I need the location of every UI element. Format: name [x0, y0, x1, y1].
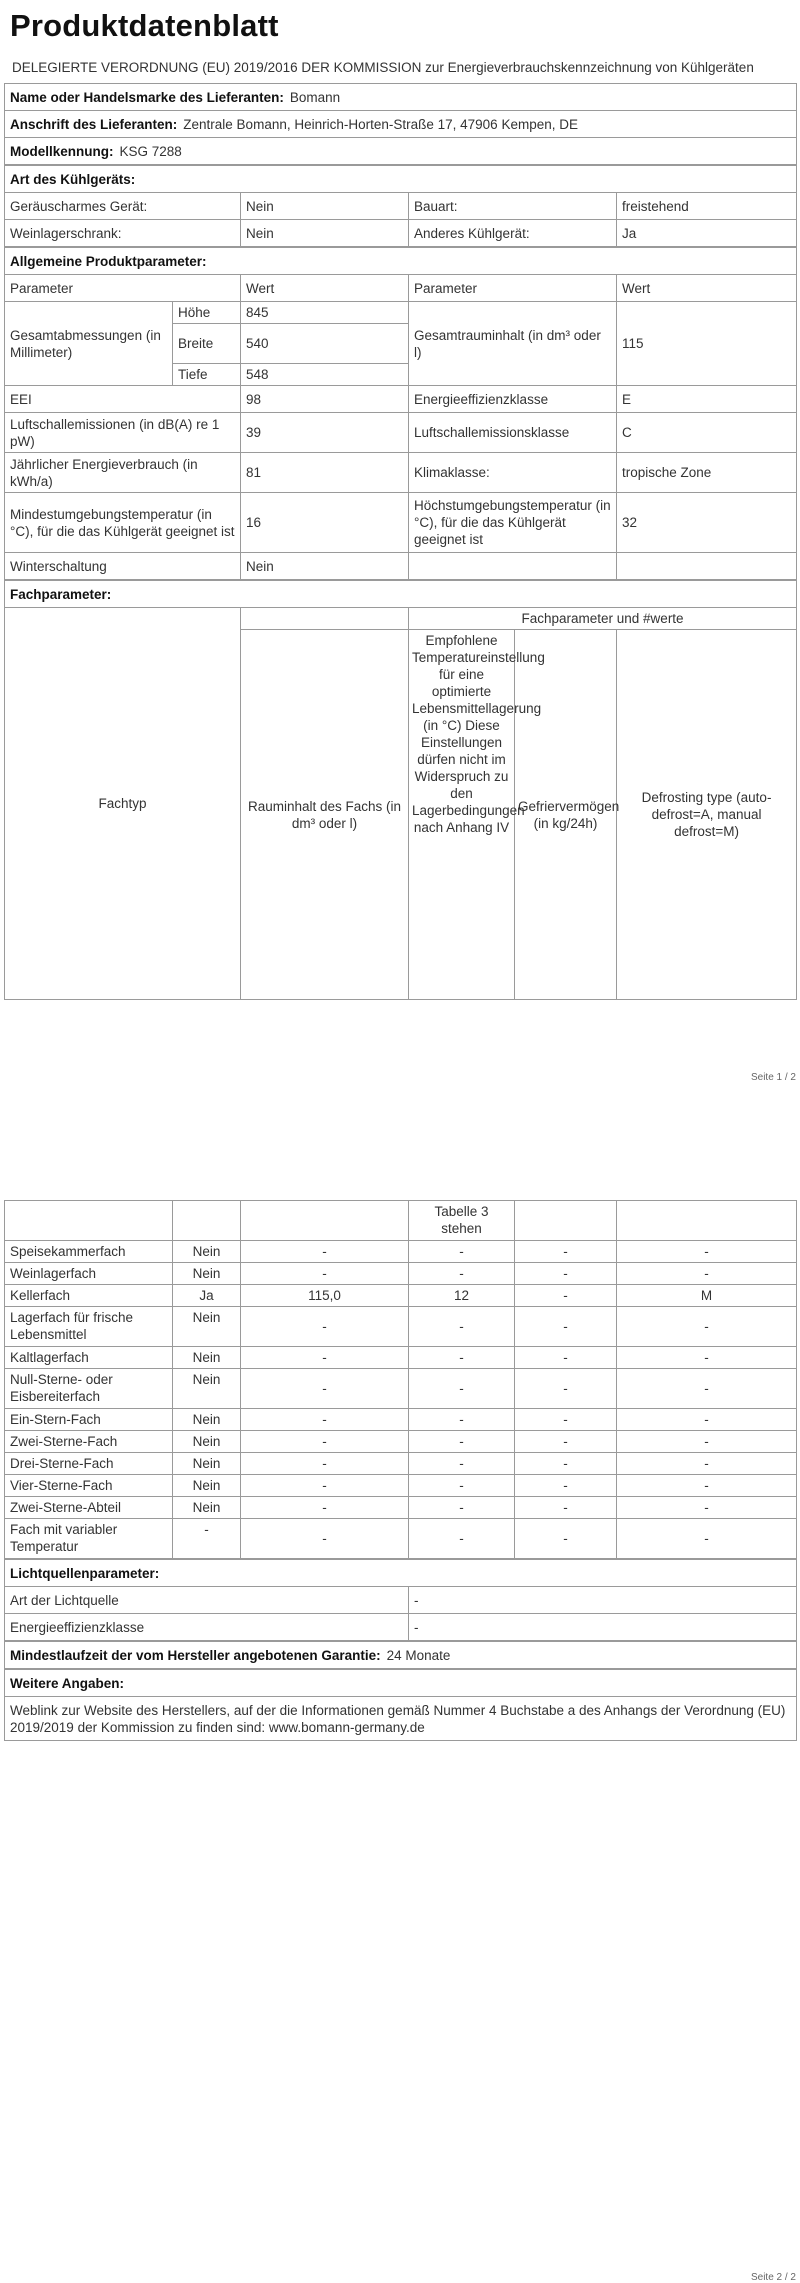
light-table [4, 1559, 797, 1641]
compartment-freeze: - [515, 1285, 617, 1307]
wine-label: Weinlagerschrank: [5, 220, 241, 247]
consumption-label: Jährlicher Energieverbrauch (in kWh/a) [5, 453, 241, 493]
cont-empty-2 [173, 1201, 241, 1241]
cont-empty-1 [5, 1201, 173, 1241]
height-value: 845 [241, 302, 409, 324]
table-row [5, 1431, 797, 1453]
page-1 [4, 0, 796, 1083]
compartment-present: - [173, 1519, 241, 1559]
col-volume: Rauminhalt des Fachs (in dm³ oder l) [241, 630, 409, 1000]
compartment-temp: - [409, 1453, 515, 1475]
climate-value: tropische Zone [617, 453, 797, 493]
compartment-freeze: - [515, 1307, 617, 1347]
compartment-volume: - [241, 1431, 409, 1453]
compartment-present: Nein [173, 1497, 241, 1519]
compartment-volume: - [241, 1241, 409, 1263]
eei-value: 98 [241, 386, 409, 413]
winter-empty-1 [409, 553, 617, 580]
compartment-temp: - [409, 1431, 515, 1453]
table-row [5, 1263, 797, 1285]
light-eclass-value: - [409, 1614, 797, 1641]
compartment-rows-table [4, 1200, 797, 1559]
width-value: 540 [241, 324, 409, 364]
noise-value: 39 [241, 413, 409, 453]
compartment-volume: - [241, 1307, 409, 1347]
eclass-value: E [617, 386, 797, 413]
warranty-label: Mindestlaufzeit der vom Hersteller angebotenen Garantie: [10, 1647, 381, 1663]
compartment-temp: - [409, 1347, 515, 1369]
compartment-temp: - [409, 1307, 515, 1347]
compartment-defrost: - [617, 1347, 797, 1369]
winter-value: Nein [241, 553, 409, 580]
quiet-label: Geräuscharmes Gerät: [5, 193, 241, 220]
compartment-type: Drei-Sterne-Fach [5, 1453, 173, 1475]
warranty-table [4, 1641, 797, 1669]
compartment-temp: - [409, 1475, 515, 1497]
col-group-header: Fachparameter und #werte [409, 608, 797, 630]
wine-value: Nein [241, 220, 409, 247]
compartment-rows [5, 1241, 797, 1559]
compartment-present: Nein [173, 1369, 241, 1409]
cont-empty-3 [241, 1201, 409, 1241]
compartment-freeze: - [515, 1475, 617, 1497]
winter-empty-2 [617, 553, 797, 580]
compartment-freeze: - [515, 1519, 617, 1559]
compartment-defrost: - [617, 1497, 797, 1519]
cont-empty-5 [617, 1201, 797, 1241]
table-row [5, 1307, 797, 1347]
col-fachtyp: Fachtyp [5, 608, 241, 1000]
volume-label: Gesamtrauminhalt (in dm³ oder l) [409, 302, 617, 386]
compartment-present: Nein [173, 1347, 241, 1369]
compartment-defrost: - [617, 1263, 797, 1285]
min-temp-label: Mindestumgebungstemperatur (in °C), für die das Kühlgerät geeignet ist [5, 493, 241, 553]
light-type-value: - [409, 1587, 797, 1614]
supplier-name-value: Bomann [289, 89, 341, 105]
compartment-freeze: - [515, 1241, 617, 1263]
noise-label: Luftschallemissionen (in dB(A) re 1 pW) [5, 413, 241, 453]
compartments-heading: Fachparameter: [5, 581, 797, 608]
model-row [5, 138, 797, 165]
compartment-defrost: - [617, 1431, 797, 1453]
consumption-value: 81 [241, 453, 409, 493]
compartment-volume: - [241, 1409, 409, 1431]
compartment-volume: - [241, 1475, 409, 1497]
compartment-volume: - [241, 1453, 409, 1475]
supplier-address-row [5, 111, 797, 138]
quiet-value: Nein [241, 193, 409, 220]
cont-empty-4 [515, 1201, 617, 1241]
compartment-volume: - [241, 1347, 409, 1369]
model-value: KSG 7288 [119, 143, 182, 159]
compartment-volume: - [241, 1369, 409, 1409]
device-type-heading: Art des Kühlgeräts: [5, 166, 797, 193]
climate-label: Klimaklasse: [409, 453, 617, 493]
dims-label: Gesamtabmessungen (in Millimeter) [5, 302, 173, 386]
further-heading: Weitere Angaben: [5, 1670, 797, 1697]
construction-value: freistehend [617, 193, 797, 220]
compartment-freeze: - [515, 1263, 617, 1285]
table-row [5, 1369, 797, 1409]
compartment-volume: - [241, 1263, 409, 1285]
document-subtitle: DELEGIERTE VERORDNUNG (EU) 2019/2016 DER KOMMISSION zur Energieverbrauchskennzeichnung von Kühlgeräten [12, 60, 754, 75]
compartment-freeze: - [515, 1497, 617, 1519]
light-type-label: Art der Lichtquelle [5, 1587, 409, 1614]
compartment-defrost: - [617, 1409, 797, 1431]
further-text: Weblink zur Website des Herstellers, auf der die Informationen gemäß Nummer 4 Buchstabe a des Anhangs der Verordnung (EU) 2019/2019 der Kommission zu finden sind: www.bomann-germany.de [5, 1697, 797, 1741]
warranty-value: 24 Monate [386, 1647, 451, 1663]
light-eclass-label: Energieeffizienzklasse [5, 1614, 409, 1641]
page-number-2: Seite 2 / 2 [750, 2272, 796, 2283]
table-row [5, 1409, 797, 1431]
col-defrost: Defrosting type (auto-defrost=A, manual defrost=M) [617, 630, 797, 1000]
depth-value: 548 [241, 364, 409, 386]
eclass-label: Energieeffizienzklasse [409, 386, 617, 413]
compartment-freeze: - [515, 1453, 617, 1475]
warranty-row [5, 1642, 797, 1669]
eei-label: EEI [5, 386, 241, 413]
col-freeze: Gefriervermögen (in kg/24h) [515, 630, 617, 1000]
depth-label: Tiefe [173, 364, 241, 386]
compartment-defrost: - [617, 1241, 797, 1263]
col-param-1: Parameter [5, 275, 241, 302]
table-row [5, 1347, 797, 1369]
page-2 [4, 1200, 796, 2283]
table-row [5, 1285, 797, 1307]
supplier-name-label: Name oder Handelsmarke des Lieferanten: [10, 89, 284, 105]
compartment-type: Lagerfach für frische Lebensmittel [5, 1307, 173, 1347]
table-row [5, 1241, 797, 1263]
supplier-table [4, 83, 797, 165]
compartment-temp: - [409, 1519, 515, 1559]
min-temp-value: 16 [241, 493, 409, 553]
other-label: Anderes Kühlgerät: [409, 220, 617, 247]
compartment-type: Fach mit variabler Temperatur [5, 1519, 173, 1559]
max-temp-value: 32 [617, 493, 797, 553]
max-temp-label: Höchstumgebungstemperatur (in °C), für die das Kühlgerät geeignet ist [409, 493, 617, 553]
device-type-table [4, 165, 797, 247]
compartment-freeze: - [515, 1431, 617, 1453]
compartment-defrost: - [617, 1307, 797, 1347]
width-label: Breite [173, 324, 241, 364]
compartment-volume: - [241, 1497, 409, 1519]
volume-value: 115 [617, 302, 797, 386]
table-row [5, 1475, 797, 1497]
col-temp: Empfohlene Temperatureinstellung für eine optimierte Lebensmittellagerung (in °C) Diese Einstellungen dürfen nicht im Widerspruch zu den Lagerbedingungen nach Anhang IV [409, 630, 515, 1000]
compartment-temp: - [409, 1369, 515, 1409]
compartment-type: Null-Sterne- oder Eisbereiterfach [5, 1369, 173, 1409]
compartment-present: Nein [173, 1263, 241, 1285]
supplier-name-row [5, 84, 797, 111]
model-label: Modellkennung: [10, 143, 114, 159]
supplier-address-value: Zentrale Bomann, Heinrich-Horten-Straße 17, 47906 Kempen, DE [183, 116, 578, 132]
compartment-present: Nein [173, 1453, 241, 1475]
compartment-freeze: - [515, 1369, 617, 1409]
col-value-1: Wert [241, 275, 409, 302]
compartment-temp: - [409, 1409, 515, 1431]
compartment-temp: - [409, 1497, 515, 1519]
winter-label: Winterschaltung [5, 553, 241, 580]
compartment-type: Kaltlagerfach [5, 1347, 173, 1369]
compartment-type: Speisekammerfach [5, 1241, 173, 1263]
compartment-header-table [4, 580, 797, 1000]
construction-label: Bauart: [409, 193, 617, 220]
further-info-table [4, 1669, 797, 1741]
compartment-type: Kellerfach [5, 1285, 173, 1307]
compartment-defrost: - [617, 1369, 797, 1409]
light-heading: Lichtquellenparameter: [5, 1560, 797, 1587]
compartment-present: Ja [173, 1285, 241, 1307]
col-temp-cont: Tabelle 3 stehen [409, 1201, 515, 1241]
compartment-present: Nein [173, 1409, 241, 1431]
compartment-volume: 115,0 [241, 1285, 409, 1307]
compartment-defrost: M [617, 1285, 797, 1307]
supplier-address-label: Anschrift des Lieferanten: [10, 116, 178, 132]
compartment-temp: - [409, 1263, 515, 1285]
compartment-type: Vier-Sterne-Fach [5, 1475, 173, 1497]
general-parameters-table [4, 247, 797, 580]
compartment-present: Nein [173, 1307, 241, 1347]
compartment-present: Nein [173, 1431, 241, 1453]
table-row [5, 1497, 797, 1519]
compartment-defrost: - [617, 1453, 797, 1475]
height-label: Höhe [173, 302, 241, 324]
compartment-present: Nein [173, 1241, 241, 1263]
page-number-1: Seite 1 / 2 [750, 1072, 796, 1083]
col-param-2: Parameter [409, 275, 617, 302]
compartment-freeze: - [515, 1409, 617, 1431]
table-row [5, 1453, 797, 1475]
compartment-type: Zwei-Sterne-Abteil [5, 1497, 173, 1519]
compartment-type: Ein-Stern-Fach [5, 1409, 173, 1431]
general-heading: Allgemeine Produktparameter: [5, 248, 797, 275]
noise-class-value: C [617, 413, 797, 453]
compartment-volume: - [241, 1519, 409, 1559]
col-value-2: Wert [617, 275, 797, 302]
compartment-freeze: - [515, 1347, 617, 1369]
compartment-temp: 12 [409, 1285, 515, 1307]
noise-class-label: Luftschallemissionsklasse [409, 413, 617, 453]
compartment-type: Zwei-Sterne-Fach [5, 1431, 173, 1453]
col-group-spacer [241, 608, 409, 630]
compartment-temp: - [409, 1241, 515, 1263]
compartment-defrost: - [617, 1519, 797, 1559]
document-title: Produktdatenblatt [10, 8, 279, 43]
compartment-present: Nein [173, 1475, 241, 1497]
compartment-defrost: - [617, 1475, 797, 1497]
table-row [5, 1519, 797, 1559]
compartment-type: Weinlagerfach [5, 1263, 173, 1285]
other-value: Ja [617, 220, 797, 247]
